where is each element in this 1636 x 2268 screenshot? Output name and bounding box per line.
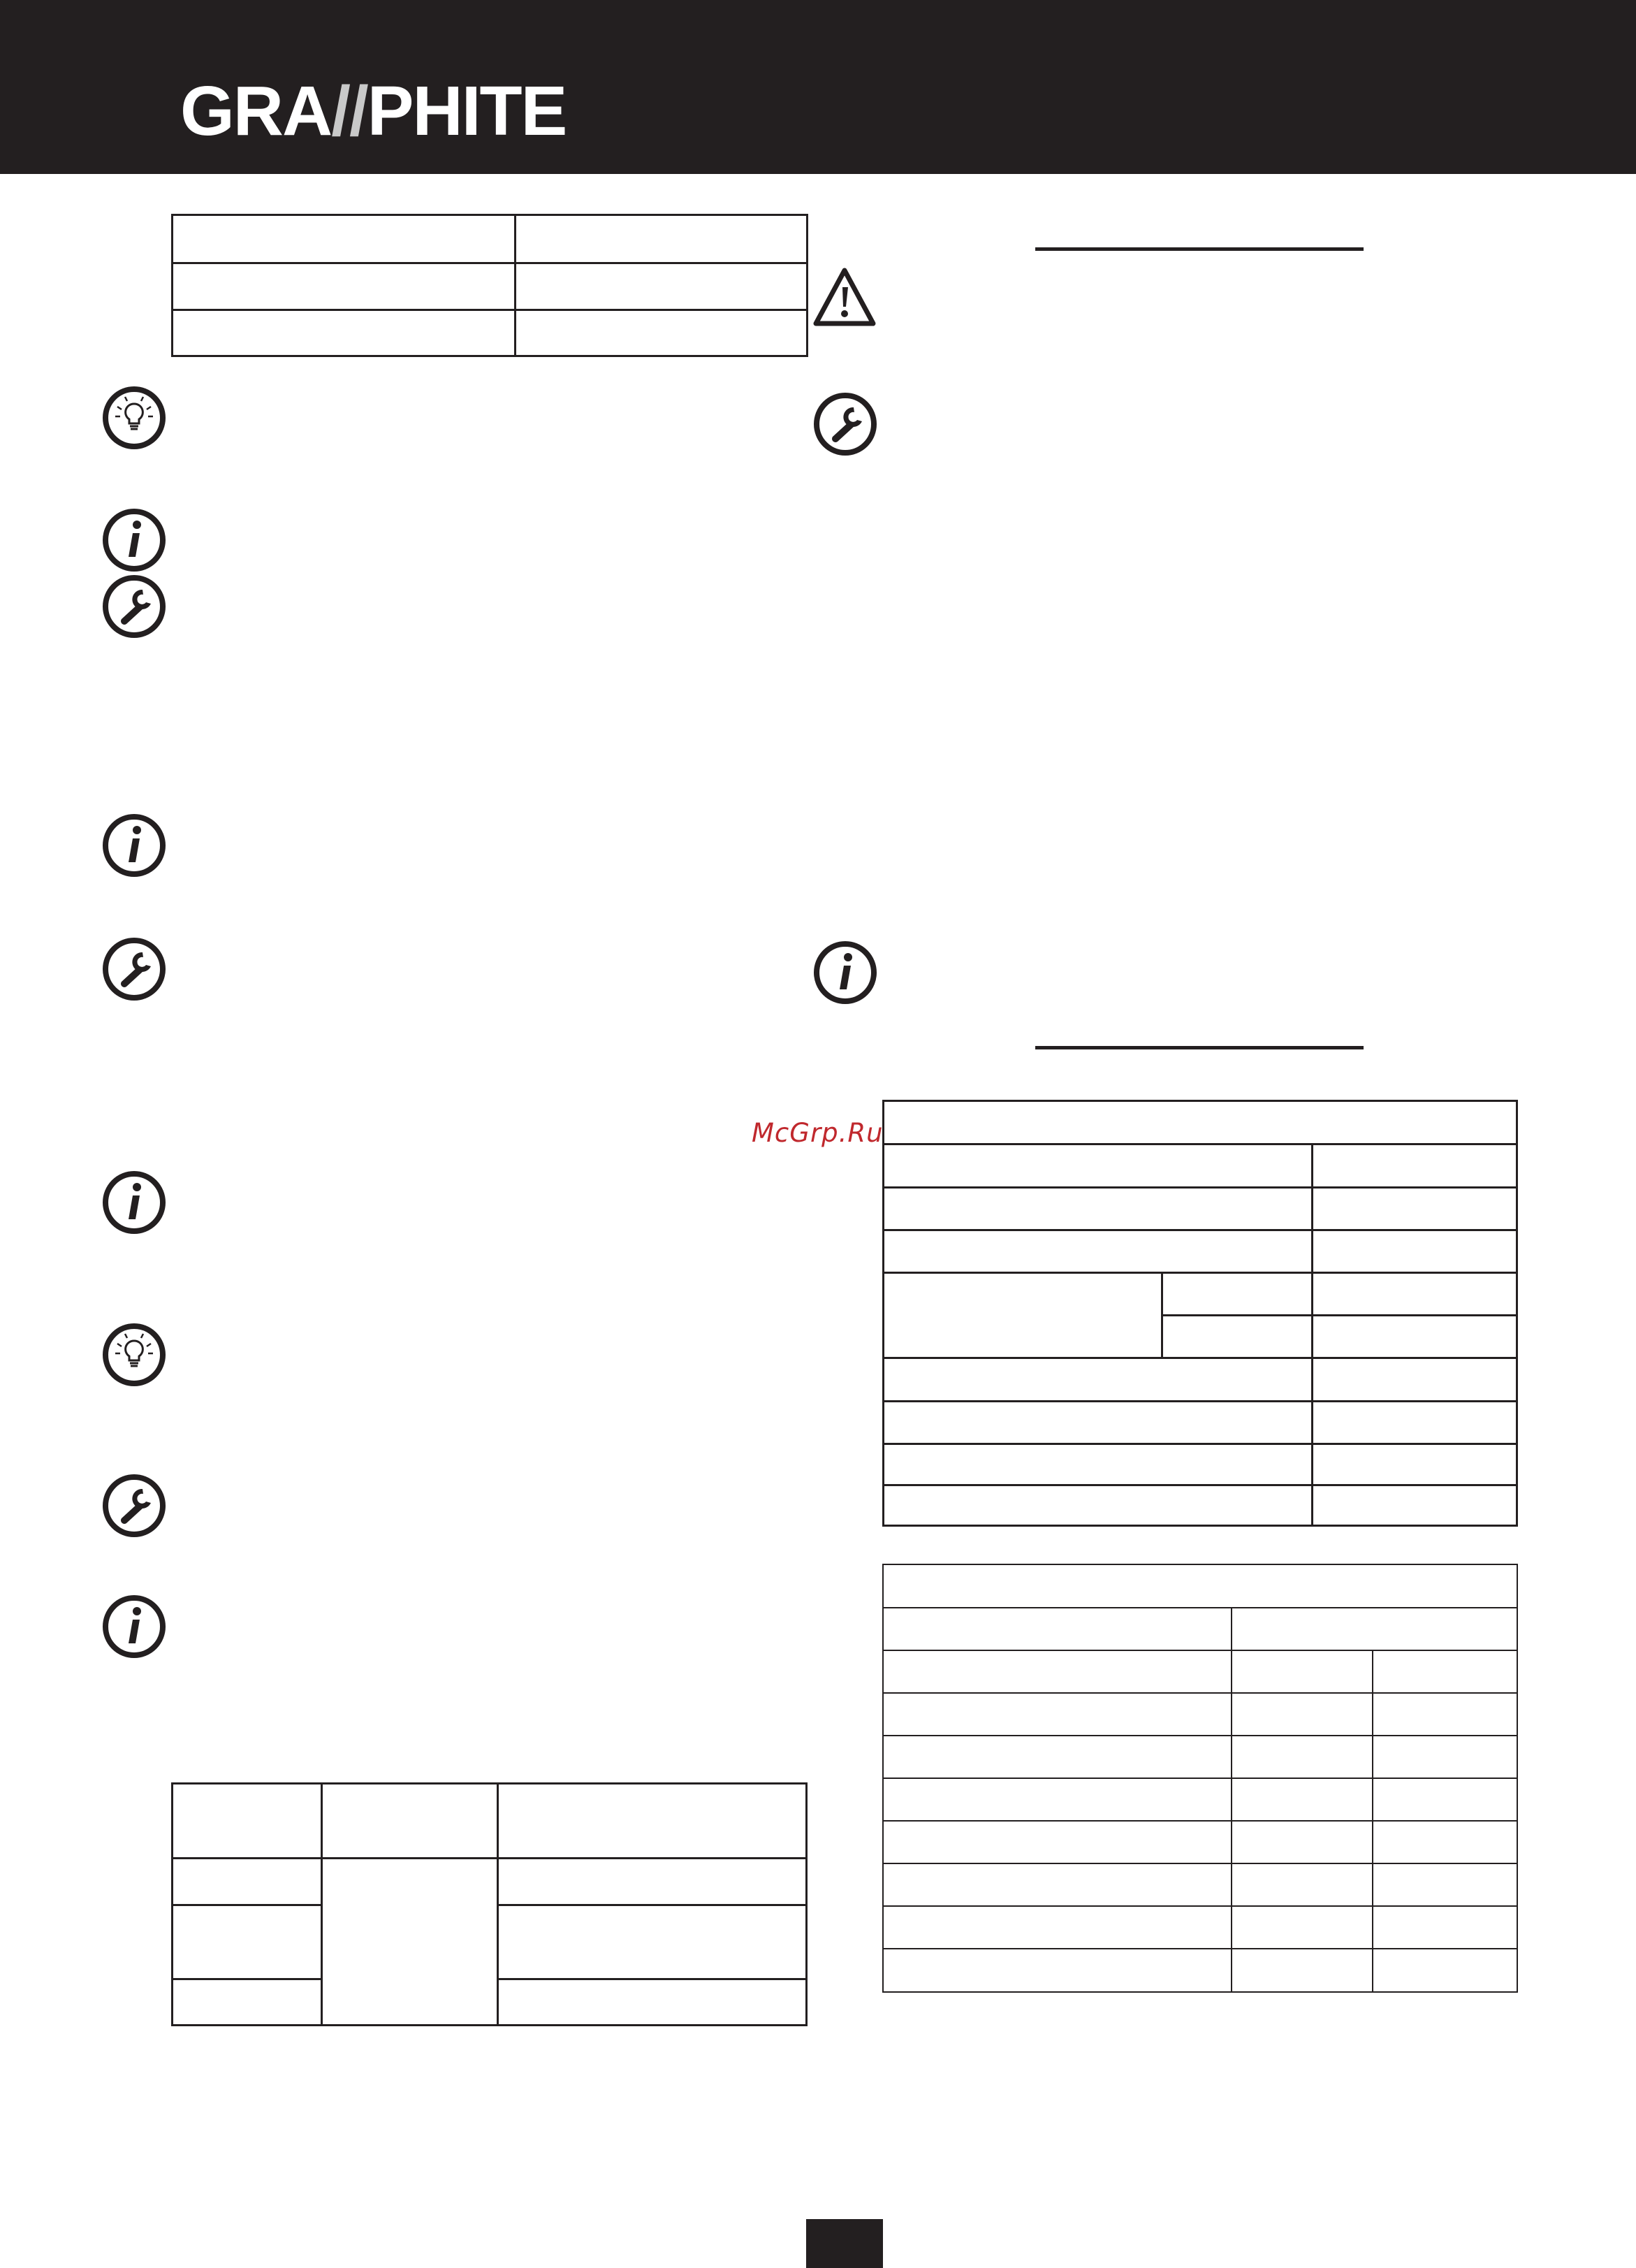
section-heading-rule xyxy=(1035,1046,1364,1049)
wrench-icon xyxy=(102,1474,166,1538)
watermark-text: McGrp.Ru xyxy=(752,1118,884,1148)
lightbulb-icon xyxy=(102,1323,166,1387)
table-specs xyxy=(882,1100,1518,1527)
header-bar xyxy=(0,0,1636,174)
table-noise-vibration xyxy=(882,1564,1518,1993)
info-icon xyxy=(102,1594,166,1659)
info-icon xyxy=(102,813,166,878)
wrench-icon xyxy=(102,937,166,1001)
warning-triangle-icon xyxy=(812,266,877,328)
wrench-icon xyxy=(102,574,166,639)
section-heading-rule xyxy=(1035,247,1364,251)
lightbulb-icon xyxy=(102,386,166,450)
graphite-logo: GRA//PHITE xyxy=(180,72,567,150)
page-number-tab xyxy=(806,2219,883,2268)
info-icon xyxy=(102,1170,166,1235)
table-bottom-left xyxy=(171,1782,808,2026)
wrench-icon xyxy=(813,392,877,456)
info-icon xyxy=(813,940,877,1005)
table-top-left xyxy=(171,214,808,357)
info-icon xyxy=(102,508,166,572)
